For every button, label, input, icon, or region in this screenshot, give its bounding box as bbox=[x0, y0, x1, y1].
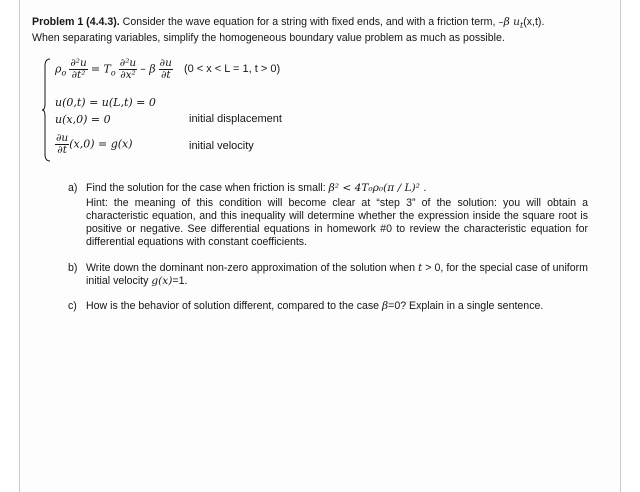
problem-heading: Problem 1 (4.4.3). bbox=[32, 16, 120, 28]
pde-line bbox=[55, 58, 280, 81]
domain-condition: (0 < x < L = 1, t > 0) bbox=[183, 63, 281, 76]
minus-beta: – β bbox=[140, 62, 156, 76]
part-b-t: t bbox=[418, 262, 423, 274]
initial-displacement-label: initial displacement bbox=[189, 113, 282, 125]
part-b-text-b: > 0, for the special case of uniform initial velocity bbox=[86, 262, 588, 287]
initial-displacement-eq: u(x,0) = 0 bbox=[55, 113, 111, 126]
part-b-text-c: =1. bbox=[172, 275, 188, 287]
T-sub: o bbox=[110, 68, 116, 78]
part-c-text-a: How is the behavior of solution different, compared to the case bbox=[86, 300, 383, 312]
initial-velocity-label: initial velocity bbox=[189, 140, 254, 152]
part-a bbox=[68, 182, 588, 249]
part-c bbox=[68, 300, 588, 313]
friction-term-sub: t bbox=[519, 21, 524, 31]
equation-system bbox=[41, 56, 341, 166]
fraction-d2u-dt2: $\frac{\text{∂²u}}{\text{∂t²}}$ bbox=[70, 57, 87, 81]
rho-sub: o bbox=[61, 68, 67, 78]
initial-velocity-rest: (x,0) = g(x) bbox=[69, 137, 133, 151]
fraction-du-dt-ic: $\frac{\partial u}{\partial t}$ bbox=[56, 132, 69, 156]
intro-text-b: When separating variables, simplify the homogeneous boundary value problem as much as possible. bbox=[32, 32, 505, 45]
problem-intro bbox=[32, 16, 592, 45]
part-b bbox=[68, 262, 588, 288]
rho-symbol: ρ bbox=[55, 62, 62, 76]
part-b-marker: b) bbox=[68, 262, 78, 274]
part-b-gx: g(x) bbox=[151, 275, 173, 287]
part-a-marker: a) bbox=[68, 182, 78, 194]
part-c-marker: c) bbox=[68, 300, 77, 312]
initial-velocity-eq bbox=[55, 133, 133, 156]
part-a-text: Find the solution for the case when friction is small: bbox=[86, 182, 329, 194]
part-b-text-a: Write down the dominant non-zero approximation of the solution when bbox=[86, 262, 419, 274]
boundary-condition: u(0,t) = u(L,t) = 0 bbox=[55, 96, 156, 109]
part-c-text-b: =0? Explain in a single sentence. bbox=[388, 300, 544, 312]
fraction-d2u-dx2: $\frac{\text{∂²u}}{\text{∂x²}}$ bbox=[119, 57, 137, 81]
fraction-du-dt: $\frac{\partial u}{\partial t}$ bbox=[159, 57, 172, 81]
problem-content bbox=[32, 16, 592, 45]
equals-T: = T bbox=[90, 62, 111, 76]
intro-text-a: Consider the wave equation for a string with fixed ends, and with a friction term, bbox=[119, 16, 499, 28]
part-a-condition: β² < 4T₀ρ₀(π / L)² . bbox=[328, 182, 427, 194]
friction-term: –β u bbox=[498, 16, 520, 28]
friction-term-args: (x,t). bbox=[523, 16, 545, 28]
left-brace-icon bbox=[41, 58, 51, 162]
part-a-hint: Hint: the meaning of this condition will become clear at “step 3” of the solution: you will obtain a characteristic equation, and this inequality will determine whether the expression inside the square root is positive or negative. See differential equations in homework #0 to review the characteristic equation for differential equations with constant coefficients. bbox=[86, 197, 588, 248]
part-c-beta: β bbox=[382, 300, 389, 312]
